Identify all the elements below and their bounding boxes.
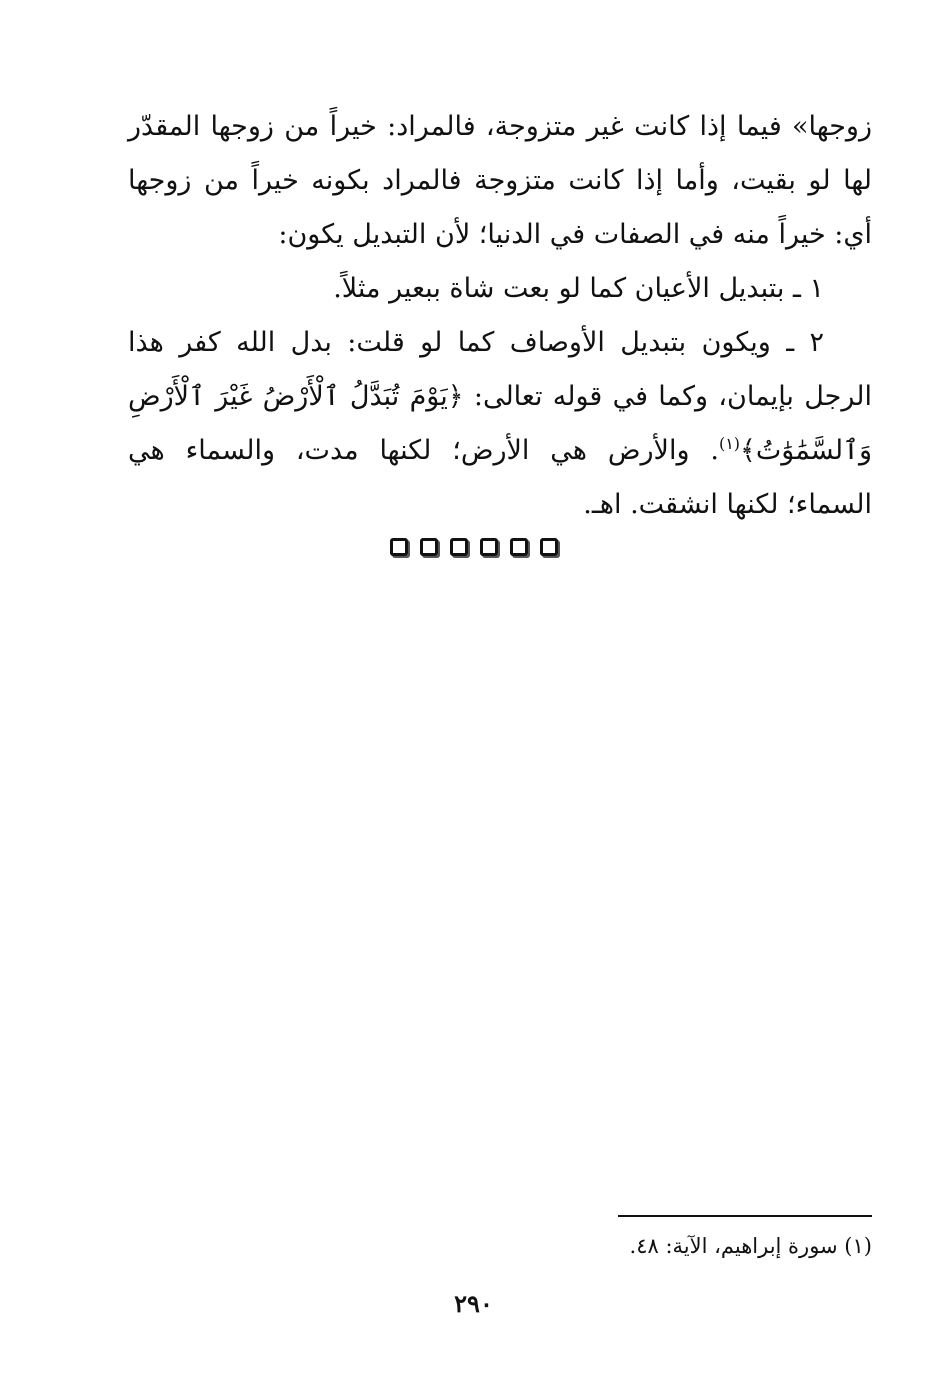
ornament-square-icon — [390, 538, 408, 556]
list-item-2-continuation: . والأرض هي الأرض؛ لكنها مدت، والسماء هي السماء؛ لكنها انشقت. اهـ. — [128, 435, 872, 520]
ornament-square-icon — [420, 538, 438, 556]
section-divider-ornament — [0, 538, 947, 556]
list-item-2-text: ٢ ـ ويكون بتبديل الأوصاف كما لو قلت: بدل الله كفر هذا الرجل بإيمان، وكما في قوله تعالى: ﴿يَوْمَ تُبَدَّلُ ٱلْأَرْضُ غَيْرَ ٱلْأَرْضِ وَٱلسَّمَٰوَٰتُ﴾ — [128, 327, 872, 466]
main-text — [128, 100, 872, 532]
paragraph-1: زوجها» فيما إذا كانت غير متزوجة، فالمراد: خيراً من زوجها المقدّر لها لو بقيت، وأما إذا كانت متزوجة فالمراد بكونه خيراً من زوجها أي: خيراً منه في الصفات في الدنيا؛ لأن التبديل يكون: — [128, 111, 872, 250]
page-number: ٢٩٠ — [454, 1289, 493, 1318]
footnote-separator — [618, 1215, 872, 1217]
footnote: (١) سورة إبراهيم، الآية: ٤٨. — [629, 1234, 872, 1258]
list-item-1: ١ ـ بتبديل الأعيان كما لو بعت شاة ببعير مثلاً. — [333, 273, 824, 304]
ornament-square-icon — [540, 538, 558, 556]
list-item-2 — [128, 316, 872, 532]
ornament-square-icon — [450, 538, 468, 556]
footnote-reference: (١) — [718, 434, 741, 453]
ornament-square-icon — [510, 538, 528, 556]
ornament-square-icon — [480, 538, 498, 556]
